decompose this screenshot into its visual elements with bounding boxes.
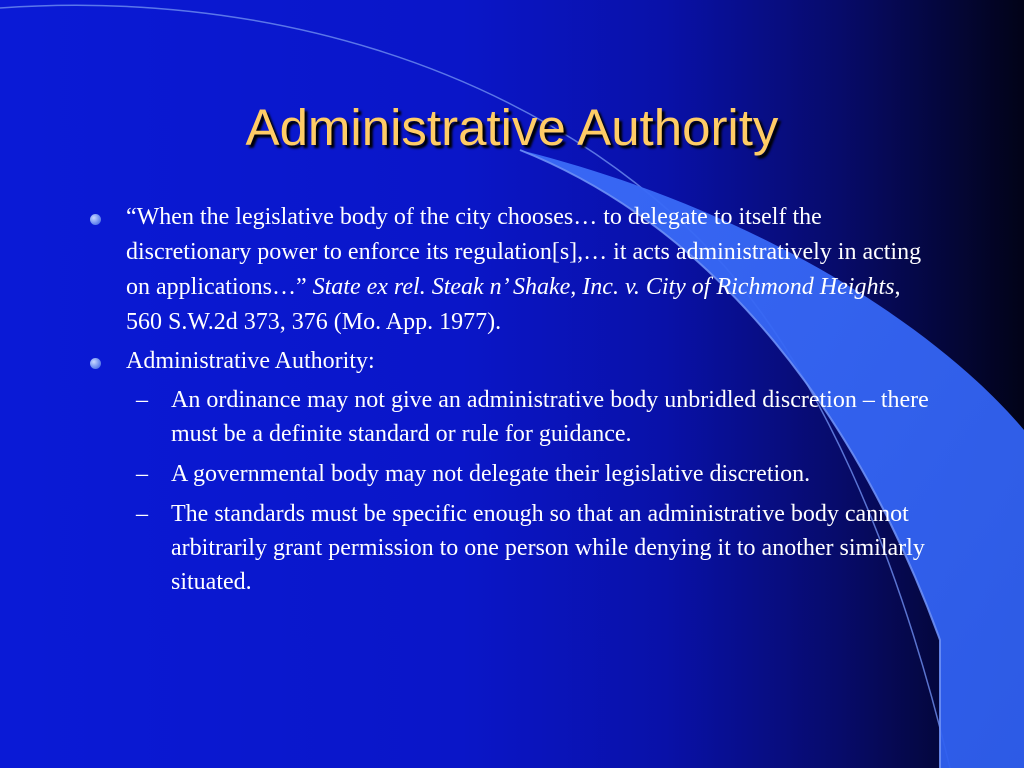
dash-marker: – [136, 461, 148, 487]
sub-bullet-text: An ordinance may not give an administrative body unbridled discretion – there must be a definite standard or rule for guidance. [171, 387, 929, 447]
case-name: State ex rel. Steak n’ Shake, Inc. v. City of Richmond Heights [312, 274, 895, 300]
sub-bullet-text: A governmental body may not delegate their legislative discretion. [171, 461, 811, 487]
sub-bullet-text: The standards must be specific enough so that an administrative body cannot arbitrarily grant permission to one person while denying it to another similarly situated. [171, 501, 925, 595]
sub-bullet-item [86, 383, 936, 451]
bullet-dot-icon [90, 358, 101, 369]
sub-bullet-item [86, 497, 936, 599]
bullet-item-administrative-authority [86, 344, 936, 379]
slide-body [86, 200, 936, 605]
bullet-item-quote [86, 200, 936, 340]
sub-bullet-item [86, 457, 936, 491]
slide-title: Administrative Authority [245, 99, 779, 156]
bullet-text: Administrative Authority: [126, 348, 375, 374]
dash-marker: – [136, 387, 148, 413]
dash-marker: – [136, 501, 148, 527]
quote-text: “When the legislative body of the city chooses… to delegate to itself the discretionary power to enforce its regulation[s],… it acts administratively in acting on applications…” [126, 204, 922, 300]
case-citation: , 560 S.W.2d 373, 376 (Mo. App. 1977). [126, 274, 901, 335]
bullet-dot-icon [90, 214, 101, 225]
